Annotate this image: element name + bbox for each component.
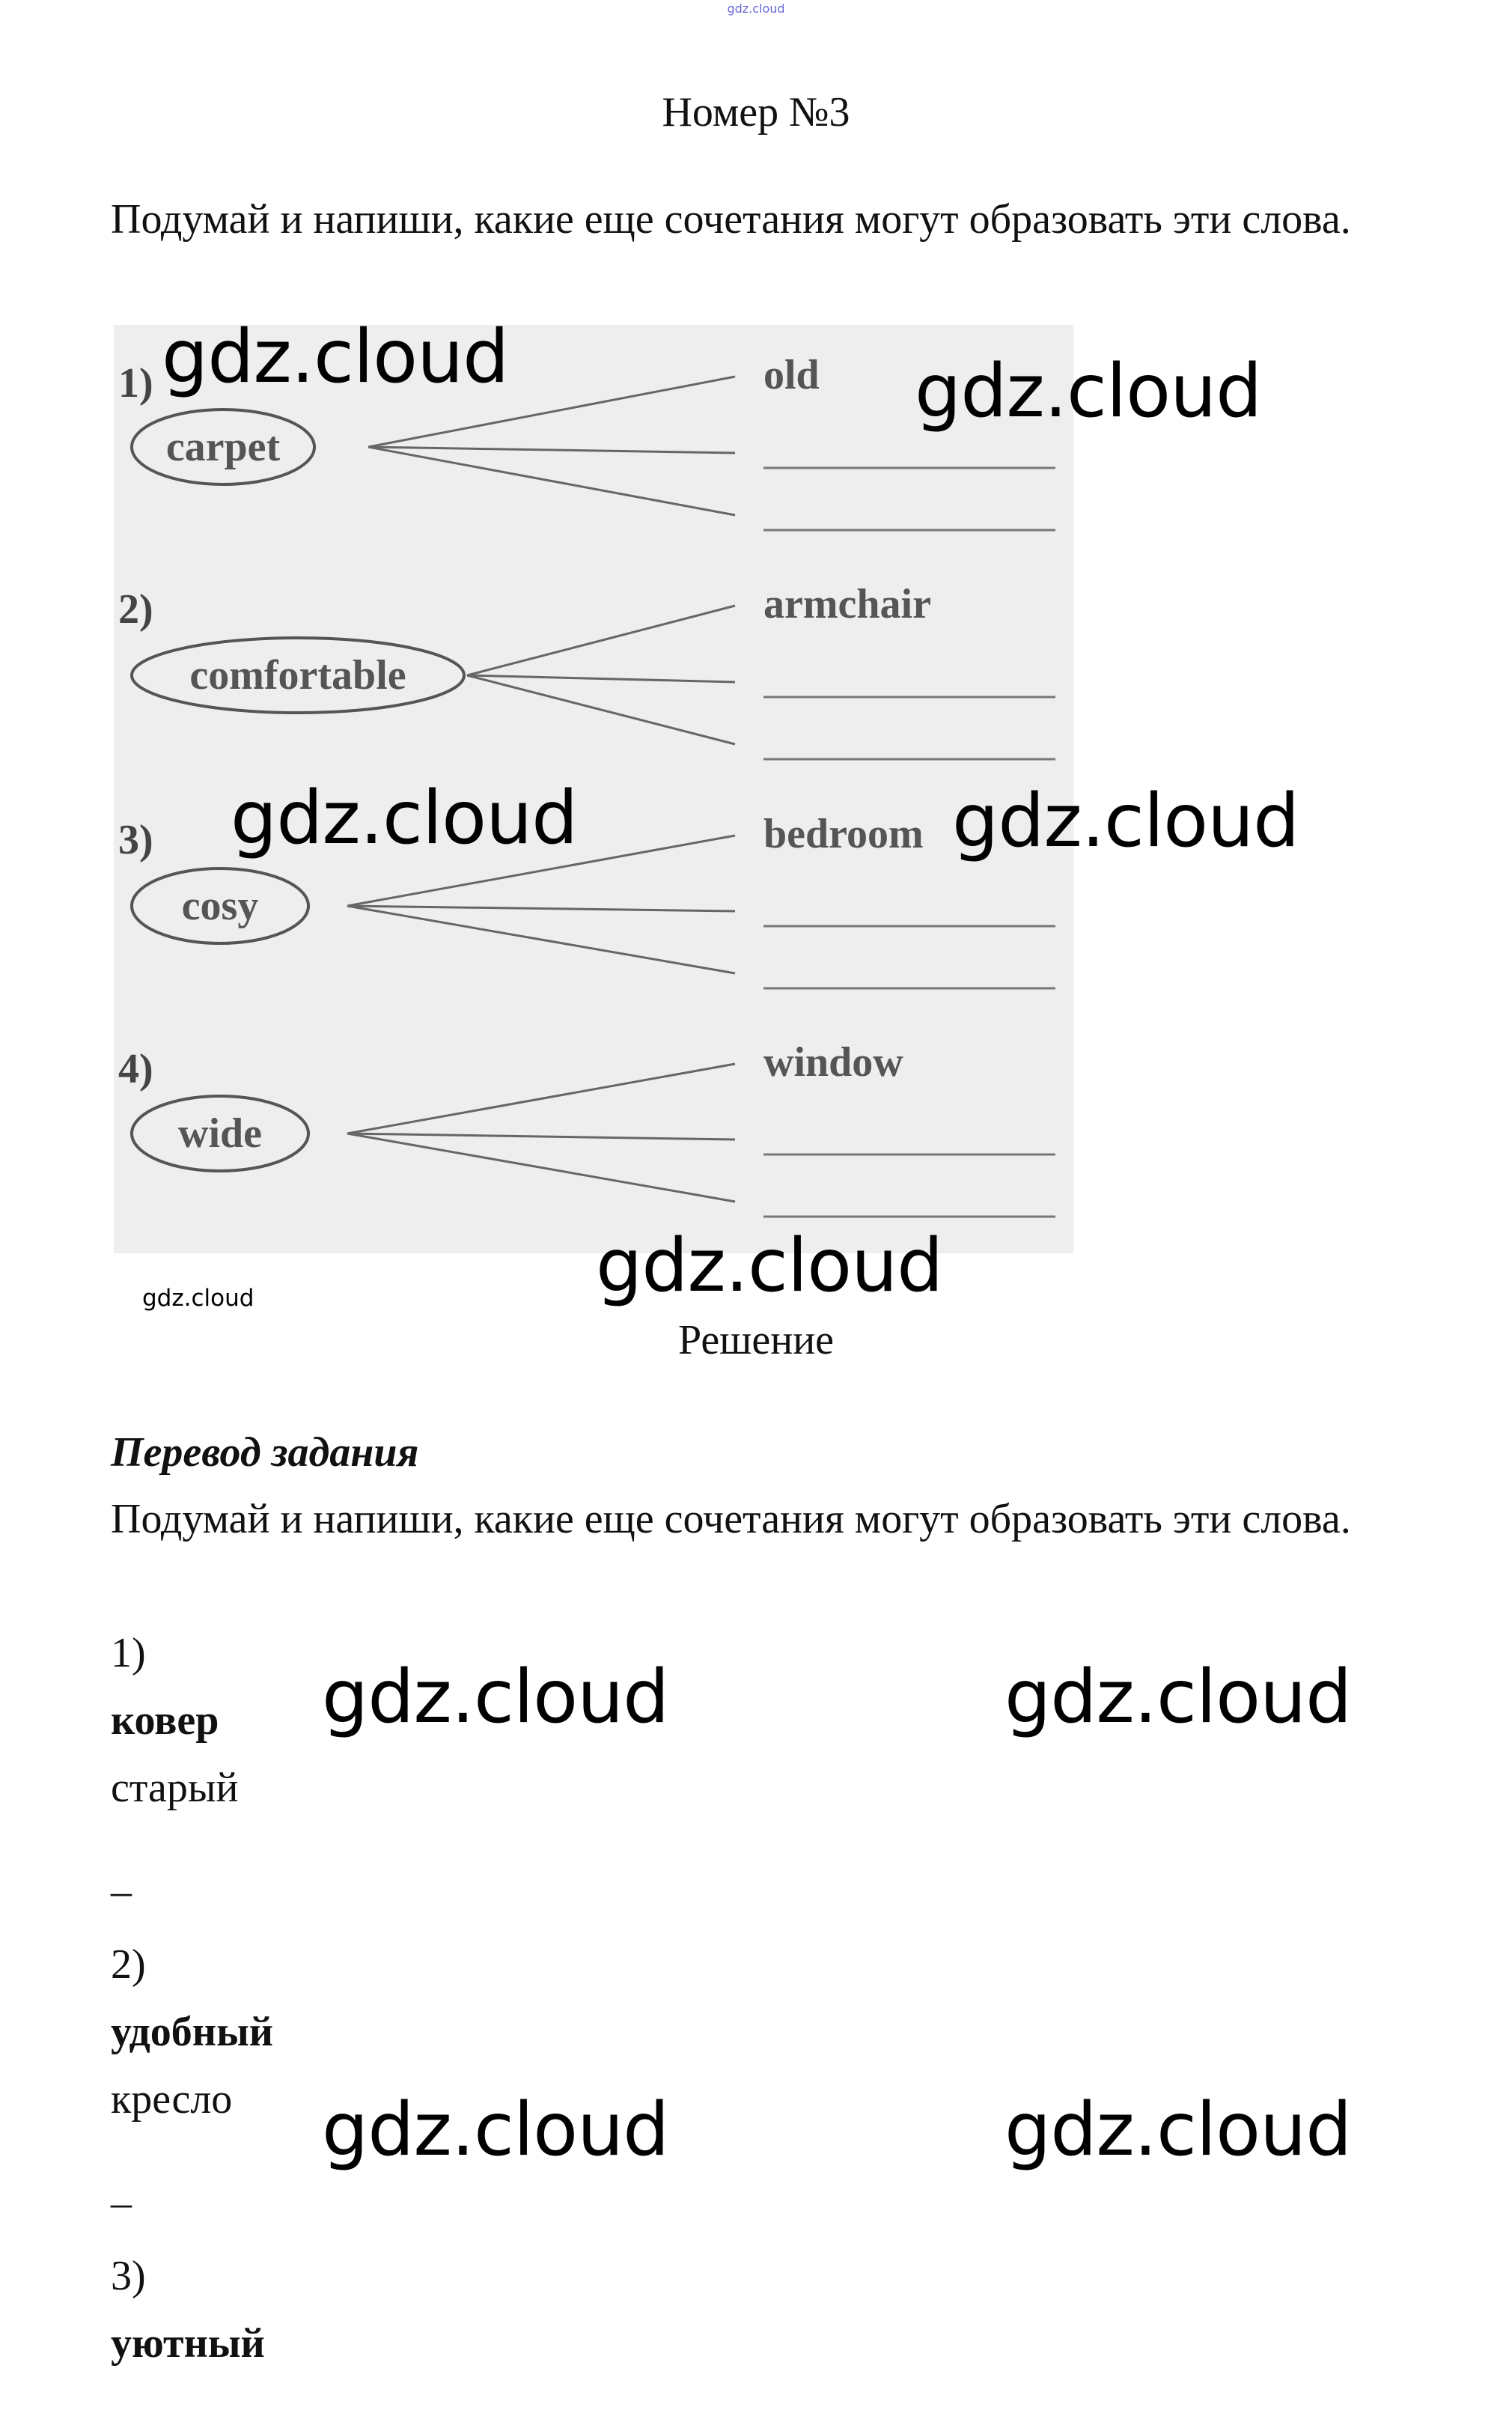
connector-line — [347, 1134, 735, 1140]
exercise-text — [118, 352, 931, 1157]
small-watermark: gdz.cloud — [142, 1285, 254, 1312]
watermark: gdz.cloud — [1005, 2087, 1352, 2173]
connector-line — [467, 675, 735, 744]
ellipse-word: carpet — [165, 424, 281, 470]
option-word: bedroom — [763, 811, 924, 857]
group-number: 1) — [118, 360, 153, 407]
answer-1-pair: старый — [111, 1765, 239, 1811]
connector-line — [368, 447, 735, 453]
connector-line — [368, 447, 735, 515]
answer-2-word: удобный — [111, 2009, 274, 2055]
answer-2-dash: – — [111, 2179, 132, 2226]
ellipse-word: comfortable — [189, 652, 406, 699]
translation-text: Подумай и напиши, какие еще сочетания могут образовать эти слова. — [111, 1496, 1351, 1542]
page-title: Номер №3 — [662, 89, 850, 136]
watermark: gdz.cloud — [322, 1655, 669, 1740]
answer-2-number: 2) — [111, 1941, 146, 1988]
solution-label: Решение — [677, 1317, 835, 1363]
connector-line — [467, 675, 735, 682]
task-text: Подумай и напиши, какие еще сочетания могут образовать эти слова. — [111, 196, 1351, 243]
translation-heading: Перевод задания — [111, 1429, 419, 1476]
option-word: armchair — [763, 581, 931, 627]
answer-3-word: уютный — [111, 2320, 265, 2367]
group-number: 3) — [118, 817, 153, 863]
answer-3-number: 3) — [111, 2253, 146, 2299]
connector-line — [347, 906, 735, 973]
group-number: 2) — [118, 586, 153, 633]
connector-line — [467, 606, 735, 675]
option-word: old — [763, 352, 820, 398]
answer-1-word: ковер — [111, 1697, 219, 1744]
watermark: gdz.cloud — [231, 776, 578, 861]
watermark: gdz.cloud — [596, 1223, 943, 1309]
ellipse-word: wide — [178, 1110, 262, 1157]
ellipse-word: cosy — [181, 883, 259, 929]
answer-1-number: 1) — [111, 1630, 146, 1676]
watermark: gdz.cloud — [1005, 1655, 1352, 1740]
answer-1-dash: – — [111, 1868, 132, 1914]
watermark: gdz.cloud — [915, 349, 1262, 434]
group-number: 4) — [118, 1046, 153, 1092]
answer-2-pair: кресло — [111, 2076, 233, 2123]
connector-line — [347, 1064, 735, 1134]
watermark: gdz.cloud — [322, 2087, 669, 2173]
watermark: gdz.cloud — [162, 314, 509, 400]
watermark: gdz.cloud — [952, 779, 1299, 864]
connector-line — [347, 1134, 735, 1202]
connector-line — [347, 906, 735, 911]
option-word: window — [763, 1039, 903, 1086]
top-watermark: gdz.cloud — [727, 1, 785, 16]
